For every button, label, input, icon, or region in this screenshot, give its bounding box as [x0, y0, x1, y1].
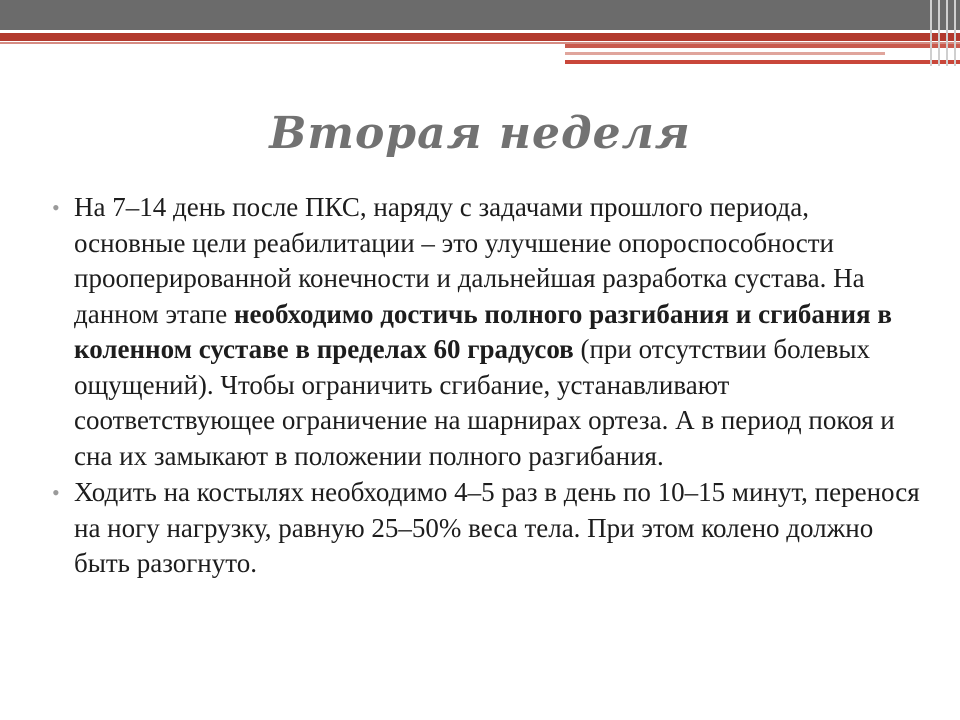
- corner-line: [938, 0, 940, 66]
- bullet-text: Ходить на костылях необходимо 4–5 раз в день по 10–15 минут, перенося на ногу нагрузку, равную 25–50% веса тела. При этом колено должно быть разогнуто.: [74, 477, 920, 578]
- header-stripe: [565, 44, 960, 48]
- header-stripes: [565, 44, 960, 66]
- bullet-icon: •: [52, 480, 60, 505]
- slide-title: Вторая неделя: [269, 108, 691, 159]
- bullet-icon: •: [52, 195, 60, 220]
- bullet-item: [52, 475, 922, 582]
- header-band-gray: [0, 0, 960, 30]
- corner-line: [930, 0, 932, 66]
- bullet-text-bold: необходимо достичь полного разгибания и сгибания в коленном суставе в пределах 60 градусов: [74, 298, 892, 364]
- bullet-text: На 7–14 день после ПКС, наряду с задачами прошлого периода, основные цели реабилитации – это улучшение опороспособности прооперированной конечности и дальнейшая разработка сустава. На данном этапе: [74, 192, 865, 329]
- corner-line: [954, 0, 956, 66]
- corner-lines: [926, 0, 960, 66]
- corner-line: [946, 0, 948, 66]
- header-band-red: [0, 33, 960, 41]
- slide-content: [52, 190, 922, 583]
- bullet-text: (при отсутствии болевых ощущений). Чтобы ограничить сгибание, устанавливают соответствующее ограничение на шарнирах ортеза. А в период покоя и сна их замыкают в положении полного разгибания.: [74, 334, 895, 471]
- header-stripe: [565, 52, 885, 55]
- bullet-item: [52, 190, 922, 474]
- header-stripe: [565, 60, 960, 64]
